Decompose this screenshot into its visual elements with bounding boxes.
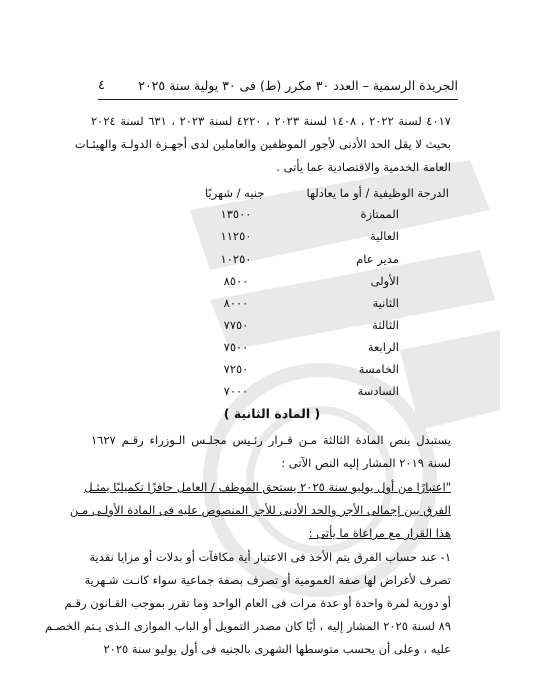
paragraph-line: يستبدل بنص المادة الثالثة مـن قـرار رئـيس مجلـس الـوزراء رقـم ١٦٢٧ [91,433,451,447]
grade-cell: الممتازة [360,207,399,221]
header-divider [98,99,458,100]
salary-cell: ٨٠٠٠ [223,296,249,310]
salary-cell: ١١٢٥٠ [220,229,252,243]
paragraph-line: تصرف لأغراض لها صفة العمومية أو تصرف بصفة جماعية سواء كانـت شـهرية [84,573,451,587]
grade-cell: السادسة [357,384,399,398]
paragraph-line: أو دورية لمرة واحدة أو عدة مرات فى العام الواحد وما تقرر بموجب القـانون رقـم [64,596,451,610]
column-header-salary: جنيه / شهريًا [205,186,265,200]
grade-cell: الرابعة [367,340,399,354]
salary-cell: ٧٥٠٠ [223,340,249,354]
intro-line-2: بحيث لا يقل الحد الأدنى لأجور الموظفين والعاملين لدى أجهـزة الدولـة والهيئـات [74,137,451,151]
column-header-grade: الدرجة الوظيفية / أو ما يعادلها [306,186,449,200]
paragraph-line: ١- عند حساب الفرق يتم الأخذ فى الاعتبار أية مكافآت أو بدلات أو مزايا نقدية [89,550,451,564]
header-title: الجريدة الرسمية – العدد ٣٠ مكرر (ط) فى ٣٠ يولية سنة ٢٠٢٥ [138,78,458,93]
article-title: ( المادة الثانية ) [223,406,321,421]
salary-cell: ٧٢٥٠ [223,362,249,376]
grade-cell: الثانية [372,296,399,310]
salary-cell: ٧٧٥٠ [223,318,249,332]
paragraph-line: "اعتبارًا من أول يوليو سنة ٢٠٢٥ يستحق الموظف / العامل حافزًا تكميليًا يمثـل [84,480,451,494]
paragraph-line: عليه ، وعلى أن يحسب متوسطها الشهرى بالجنيه فى أول يوليو سنة ٢٠٢٥ [103,642,451,656]
salary-cell: ٨٥٠٠ [223,274,249,288]
grade-cell: الخامسة [358,362,399,376]
page-number: ٤ [98,78,105,93]
grade-cell: مدير عام [356,252,399,266]
paragraph-line: هذا القرار مع مراعاة ما يأتى : [308,526,451,540]
salary-cell: ١٣٥٠٠ [220,207,252,221]
grade-cell: العالية [370,229,399,243]
grade-cell: الثالثة [372,318,399,332]
salary-cell: ٧٠٠٠ [223,384,249,398]
page-header [98,78,458,98]
intro-line-3: العامة الخدمية والاقتصادية عما يأتى . [276,160,451,174]
grade-cell: الأولى [370,274,399,288]
paragraph-line: لسنة ٢٠١٩ المشار إليه النص الآتى : [281,456,451,470]
paragraph-line: الفرق بين إجمالى الأجر والحد الأدنى للأجر المنصوص عليه فى المادة الأولـى مـن [69,503,451,517]
paragraph-line: ٨٩ لسنة ٢٠٢٥ المشار إليه ، أيًا كان مصدر التمويل أو الباب الموازى الـذى يـتم الخصـم [45,619,451,633]
salary-cell: ١٠٢٥٠ [220,252,252,266]
intro-line-1: ٤٠١٧ لسنة ٢٠٢٢ ، ١٤٠٨ لسنة ٢٠٢٣ ، ٤٢٢٠ لسنة ٢٠٢٣ ، ٦٣١ لسنة ٢٠٢٤ [91,114,451,128]
